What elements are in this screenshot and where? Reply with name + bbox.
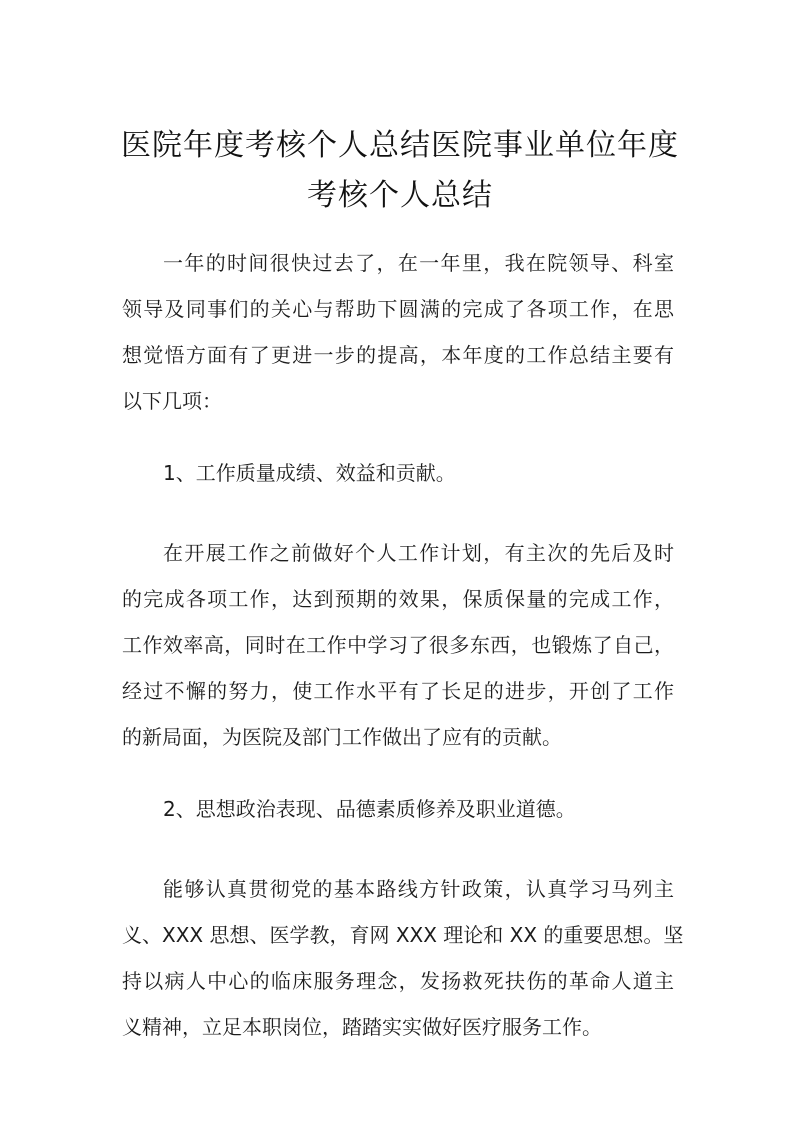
section-1-line-3: 工作效率高，同时在工作中学习了很多东西，也锻炼了自己， xyxy=(122,633,674,657)
section-1-line-5: 的新局面，为医院及部门工作做出了应有的贡献。 xyxy=(122,725,562,749)
section-1-line-4: 经过不懈的努力，使工作水平有了长足的进步，开创了工作 xyxy=(122,679,674,703)
section-2-line-3: 持以病人中心的临床服务理念，发扬救死扶伤的革命人道主 xyxy=(122,969,674,993)
section-1-line-2: 的完成各项工作，达到预期的效果，保质保量的完成工作， xyxy=(122,587,674,611)
document-title-line-1: 医院年度考核个人总结医院事业单位年度 xyxy=(121,128,679,163)
section-2-heading: 2、思想政治表现、品德素质修养及职业道德。 xyxy=(163,797,576,821)
section-2-line-1: 能够认真贯彻党的基本路线方针政策，认真学习马列主 xyxy=(163,877,674,901)
section-1-heading: 1、工作质量成绩、效益和贡献。 xyxy=(163,461,456,485)
intro-line-3: 想觉悟方面有了更进一步的提高，本年度的工作总结主要有 xyxy=(122,343,674,367)
section-1-line-1: 在开展工作之前做好个人工作计划，有主次的先后及时 xyxy=(163,541,674,565)
document-title-line-2: 考核个人总结 xyxy=(307,178,493,213)
section-2-line-2: 义、XXX 思想、医学教，育网 XXX 理论和 XX 的重要思想。坚 xyxy=(122,923,684,947)
intro-line-1: 一年的时间很快过去了，在一年里，我在院领导、科室 xyxy=(163,251,674,275)
intro-line-4: 以下几项： xyxy=(122,389,222,413)
section-2-line-4: 义精神，立足本职岗位，踏踏实实做好医疗服务工作。 xyxy=(122,1015,602,1039)
intro-line-2: 领导及同事们的关心与帮助下圆满的完成了各项工作，在思 xyxy=(122,297,674,321)
